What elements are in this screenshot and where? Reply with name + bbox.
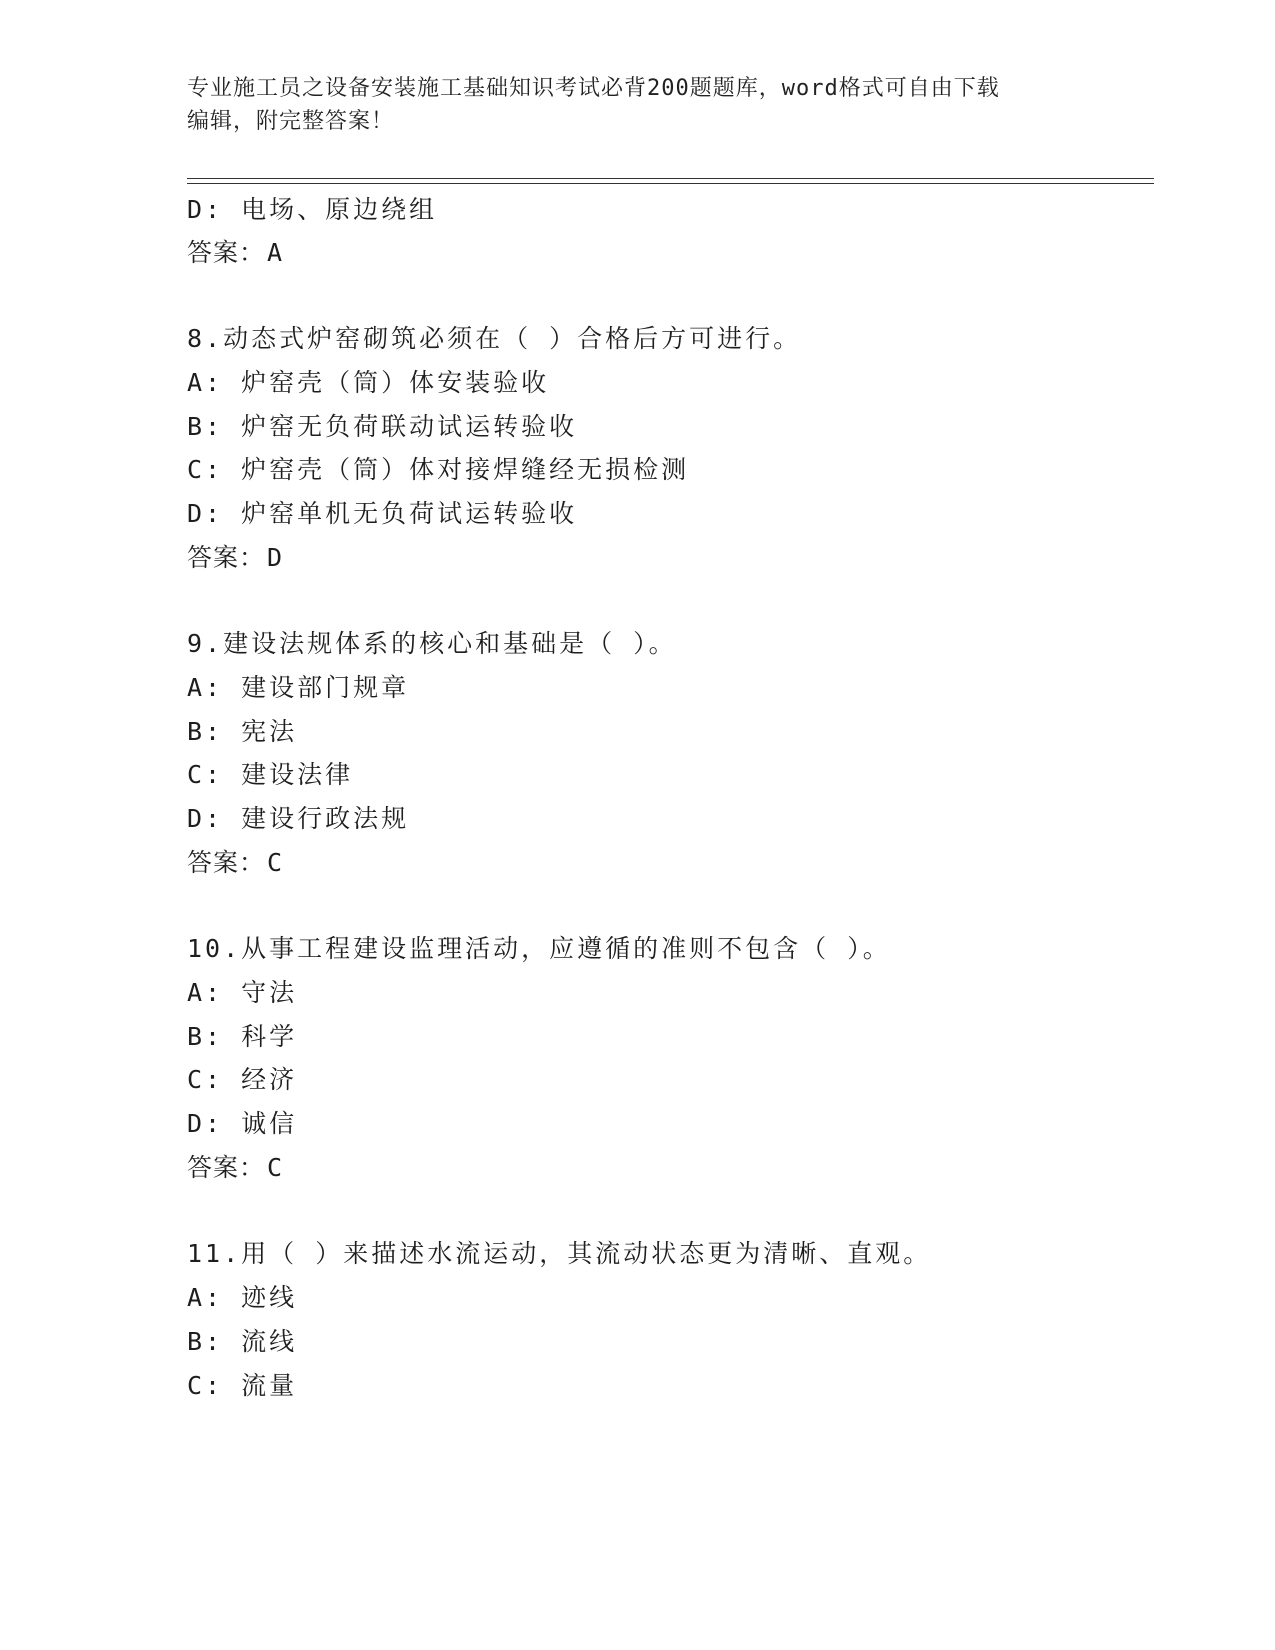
header-divider-top xyxy=(187,178,1154,179)
answer-value: C xyxy=(267,1153,284,1182)
header-title-line-1: 专业施工员之设备安装施工基础知识考试必背200题题库，word格式可自由下载 xyxy=(187,76,1000,101)
question-option: A: 炉窑壳（筒）体安装验收 xyxy=(187,368,550,397)
answer-value: A xyxy=(267,238,284,267)
question-option: C: 建设法律 xyxy=(187,760,354,789)
answer-value: D xyxy=(267,543,284,572)
answer-label: 答案： xyxy=(187,848,266,877)
question-option: A: 建设部门规章 xyxy=(187,673,410,702)
question-option: D: 炉窑单机无负荷试运转验收 xyxy=(187,499,578,528)
answer-label: 答案： xyxy=(187,1153,266,1182)
question-stem: 10.从事工程建设监理活动，应遵循的准则不包含（ ）。 xyxy=(187,934,891,963)
question-option: C: 炉窑壳（筒）体对接焊缝经无损检测 xyxy=(187,455,690,484)
answer-label: 答案： xyxy=(187,543,266,572)
document-header xyxy=(187,72,1087,138)
prev-question-answer xyxy=(187,236,283,270)
question-stem: 11.用（ ）来描述水流运动，其流动状态更为清晰、直观。 xyxy=(187,1239,932,1268)
question-option: D: 诚信 xyxy=(187,1109,298,1138)
question-answer xyxy=(187,541,283,575)
question-option: B: 科学 xyxy=(187,1022,298,1051)
header-title-line-2: 编辑，附完整答案！ xyxy=(187,109,395,134)
question-option: B: 炉窑无负荷联动试运转验收 xyxy=(187,412,578,441)
question-option: A: 守法 xyxy=(187,978,298,1007)
question-stem: 8.动态式炉窑砌筑必须在（ ）合格后方可进行。 xyxy=(187,324,802,353)
answer-label: 答案： xyxy=(187,238,266,267)
question-answer xyxy=(187,846,283,880)
question-option: C: 流量 xyxy=(187,1371,298,1400)
question-answer xyxy=(187,1151,283,1185)
prev-question-option-d: D: 电场、原边绕组 xyxy=(187,195,438,224)
question-option: A: 迹线 xyxy=(187,1283,298,1312)
question-option: D: 建设行政法规 xyxy=(187,804,410,833)
question-option: B: 流线 xyxy=(187,1327,298,1356)
question-stem: 9.建设法规体系的核心和基础是（ ）。 xyxy=(187,629,677,658)
answer-value: C xyxy=(267,848,284,877)
question-option: C: 经济 xyxy=(187,1065,298,1094)
header-divider-bottom xyxy=(187,183,1154,184)
question-option: B: 宪法 xyxy=(187,717,298,746)
